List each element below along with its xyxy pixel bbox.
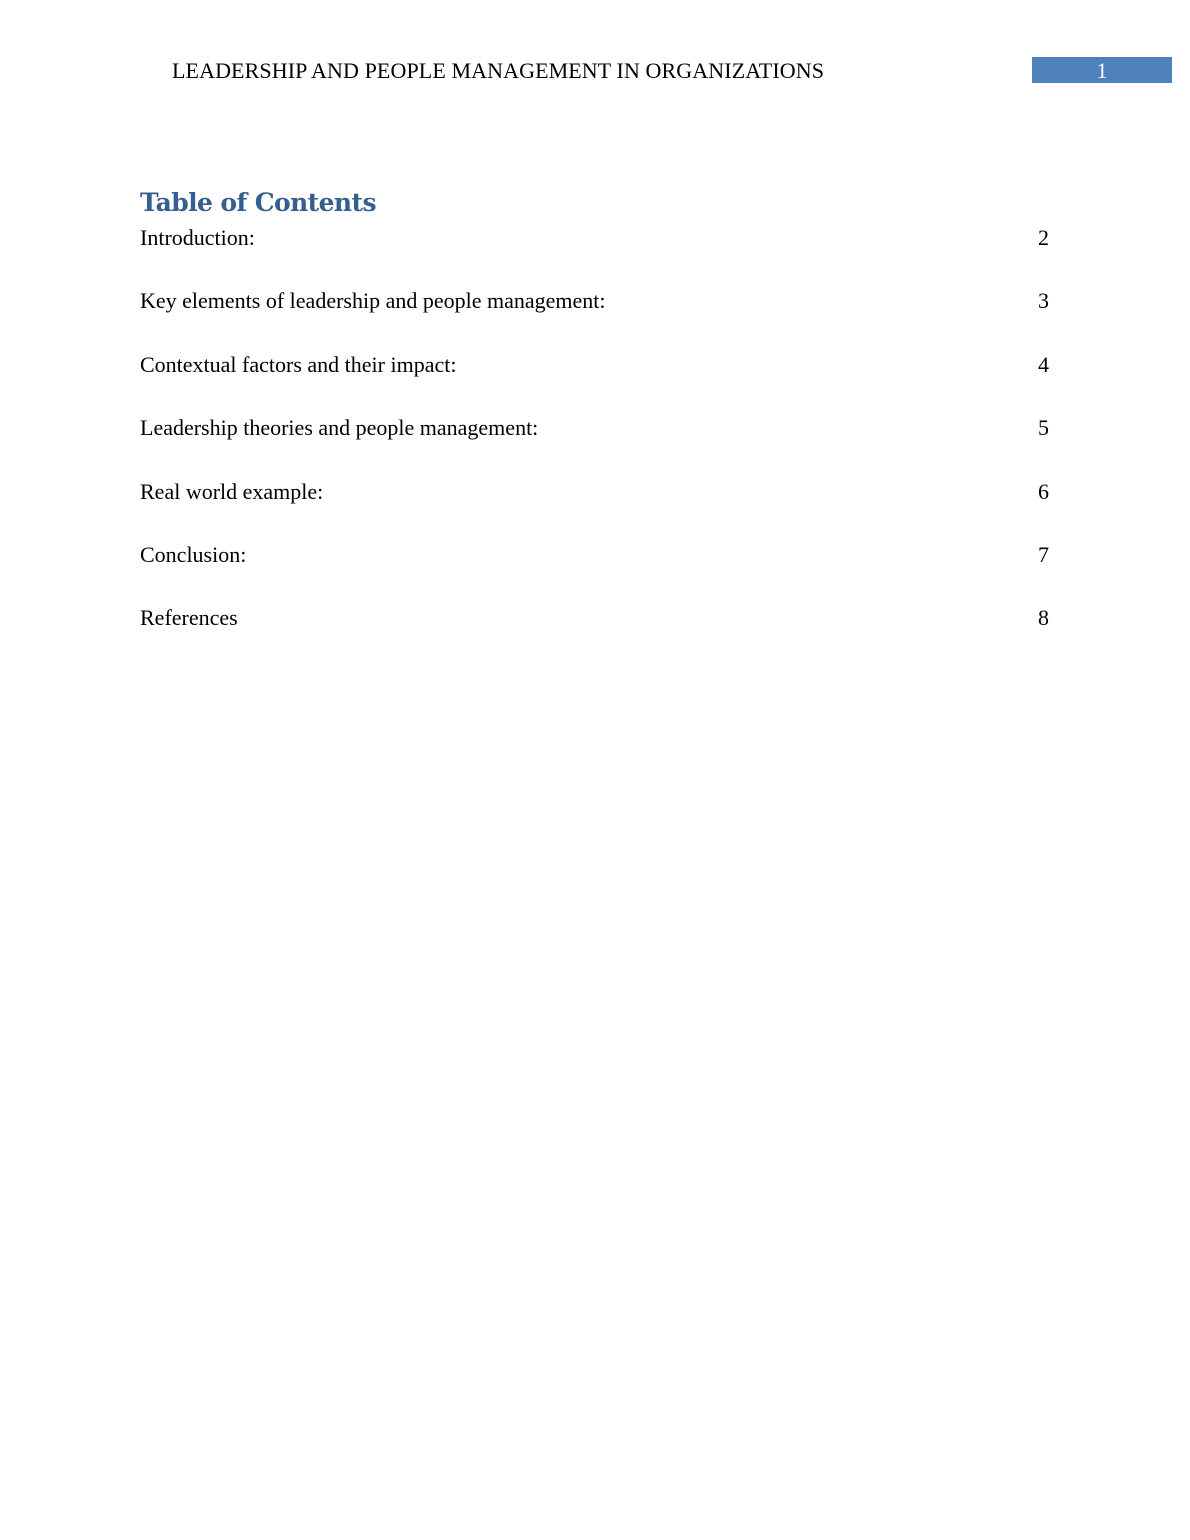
toc-entry-title[interactable]: Contextual factors and their impact:: [140, 351, 457, 377]
toc-entry-title[interactable]: Real world example:: [140, 478, 324, 504]
toc-heading: Table of Contents: [140, 188, 376, 217]
toc-entry-page-number: 6: [1038, 478, 1049, 504]
toc-entry-title[interactable]: Key elements of leadership and people management:: [140, 288, 606, 314]
toc-list: [140, 223, 1052, 667]
toc-entry-title[interactable]: Conclusion:: [140, 541, 247, 567]
running-header-title: LEADERSHIP AND PEOPLE MANAGEMENT IN ORGANIZATIONS: [172, 58, 825, 83]
toc-entry-page-number: 7: [1038, 541, 1049, 567]
toc-entry-real-world-example[interactable]: [140, 477, 1052, 540]
toc-entry-page-number: 5: [1038, 415, 1049, 441]
page-number-badge: 1: [1032, 57, 1172, 83]
toc-entry-key-elements[interactable]: [140, 286, 1052, 349]
toc-entry-leadership-theories[interactable]: [140, 413, 1052, 476]
toc-entry-references[interactable]: [140, 603, 1052, 666]
toc-entry-title[interactable]: Leadership theories and people management:: [140, 415, 539, 441]
toc-entry-page-number: 4: [1038, 351, 1049, 377]
toc-entry-page-number: 8: [1038, 605, 1049, 631]
toc-entry-page-number: 2: [1038, 225, 1049, 250]
toc-entry-contextual-factors[interactable]: [140, 350, 1052, 413]
toc-entry-title[interactable]: References: [140, 605, 238, 631]
toc-entry-introduction[interactable]: [140, 223, 1052, 286]
toc-entry-page-number: 3: [1038, 288, 1049, 314]
toc-entry-conclusion[interactable]: [140, 540, 1052, 603]
toc-entry-title[interactable]: Introduction:: [140, 225, 255, 250]
